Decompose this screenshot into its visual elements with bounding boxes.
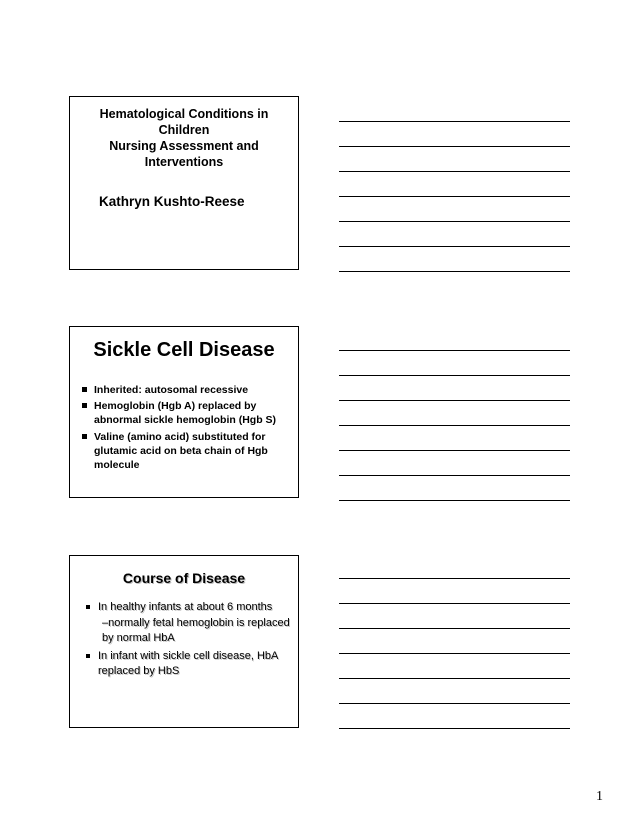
note-line <box>339 171 570 172</box>
note-line <box>339 703 570 704</box>
slide-3-bullet-list <box>84 600 294 682</box>
note-line <box>339 221 570 222</box>
note-line <box>339 196 570 197</box>
note-line <box>339 678 570 679</box>
bullet-item <box>84 600 294 646</box>
sub-bullet-text: –normally fetal hemoglobin is replaced by normal HbA <box>102 617 290 644</box>
note-line <box>339 475 570 476</box>
note-line <box>339 271 570 272</box>
square-bullet-icon <box>82 434 87 439</box>
bullet-text: Hemoglobin (Hgb A) replaced by abnormal sickle hemoglobin (Hgb S) <box>94 400 277 427</box>
slide-1-author: Kathryn Kushto-Reese <box>99 194 245 209</box>
note-line <box>339 146 570 147</box>
note-line <box>339 500 570 501</box>
slide-1-title <box>76 106 292 170</box>
note-line <box>339 246 570 247</box>
page-number: 1 <box>596 789 603 804</box>
note-line <box>339 400 570 401</box>
note-line <box>339 425 570 426</box>
slide-1 <box>69 96 299 270</box>
square-bullet-icon <box>82 403 87 408</box>
note-line <box>339 350 570 351</box>
note-line <box>339 603 570 604</box>
note-line <box>339 728 570 729</box>
bullet-item <box>80 399 294 427</box>
bullet-text: In healthy infants at about 6 months <box>98 601 273 613</box>
square-bullet-icon <box>86 654 90 658</box>
slide-3-title: Course of Disease <box>122 570 246 586</box>
note-line <box>339 375 570 376</box>
bullet-item <box>84 649 294 679</box>
bullet-text: Inherited: autosomal recessive <box>94 384 249 396</box>
note-line <box>339 450 570 451</box>
bullet-text: In infant with sickle cell disease, HbA replaced by HbS <box>98 650 278 677</box>
note-line <box>339 653 570 654</box>
slide-2 <box>69 326 299 498</box>
bullet-text: Valine (amino acid) substituted for glutamic acid on beta chain of Hgb molecule <box>94 430 268 472</box>
note-line <box>339 628 570 629</box>
square-bullet-icon <box>86 605 90 609</box>
slide-3 <box>69 555 299 728</box>
slide-1-title-line: Interventions <box>144 155 224 169</box>
slide-1-title-line: Hematological Conditions in <box>99 107 269 121</box>
bullet-item <box>80 383 294 397</box>
slide-2-title: Sickle Cell Disease <box>93 339 275 361</box>
slide-1-title-line: Children <box>158 123 210 137</box>
slide-2-bullet-list <box>80 383 294 474</box>
slide-1-title-line: Nursing Assessment and <box>109 139 259 153</box>
note-line <box>339 121 570 122</box>
square-bullet-icon <box>82 387 87 392</box>
bullet-item <box>80 430 294 473</box>
note-line <box>339 578 570 579</box>
